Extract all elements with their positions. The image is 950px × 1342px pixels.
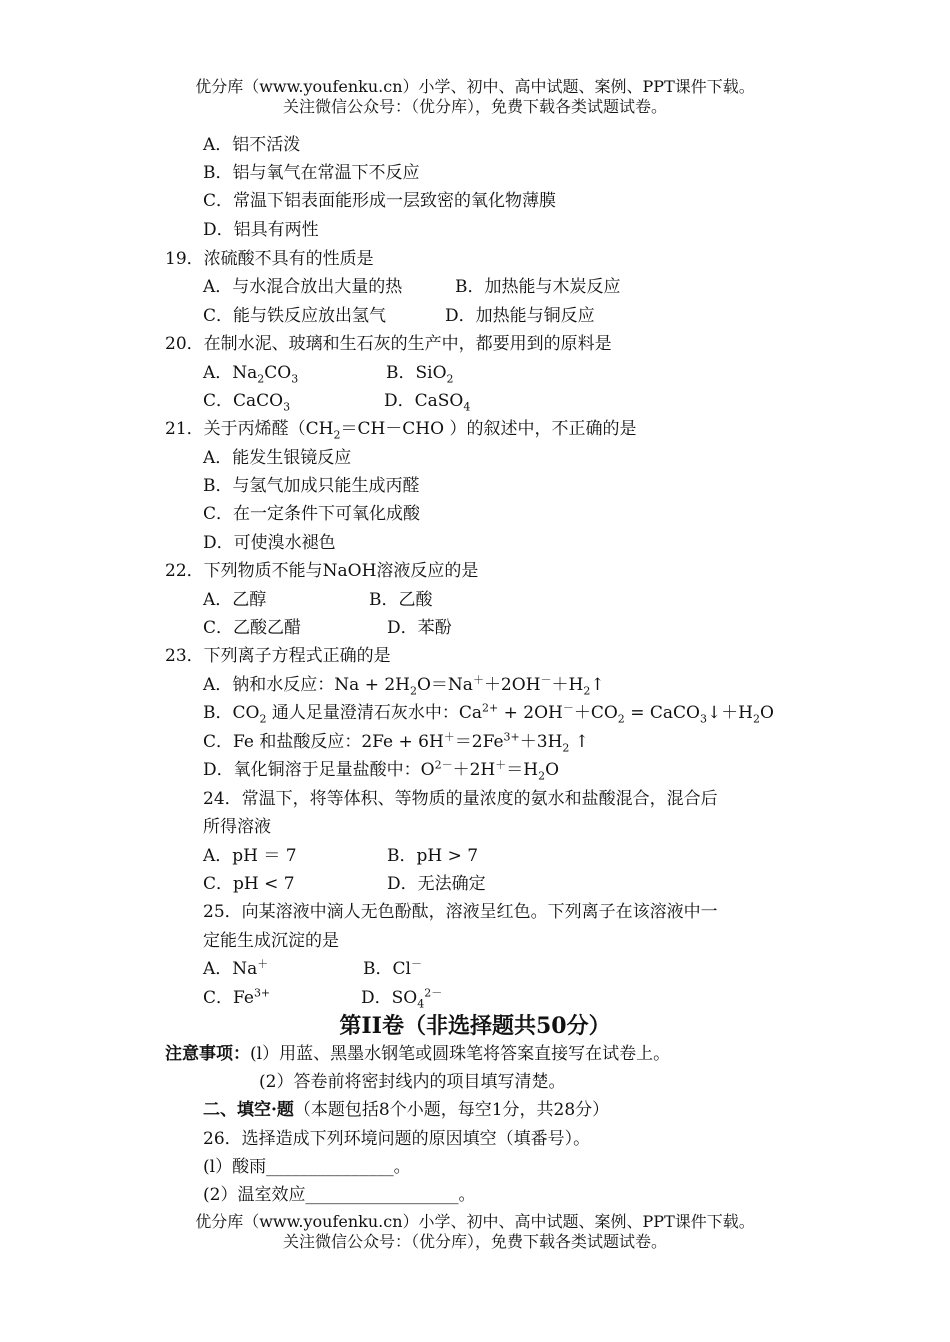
q25-stem-line-2: 定能生成沉淀的是 <box>203 931 339 951</box>
notice-line-2: (2）答卷前将密封线内的项目填写清楚。 <box>259 1072 566 1092</box>
q25-option-d: D．$SO_4^{2-}$ <box>361 986 443 1011</box>
q20-stem: 20．在制水泥、玻璃和生石灰的生产中，都要用到的原料是 <box>165 334 612 354</box>
q21-stem: 21．关于丙烯醛（$CH_2=CH-CHO$ ）的叙述中，不正确的是 <box>165 419 637 442</box>
q21-option-a: A．能发生银镜反应 <box>203 448 352 468</box>
q25-option-b: B．Cl－ <box>363 957 422 979</box>
q18-option-b: B．铝与氧气在常温下不反应 <box>203 163 420 183</box>
q25-option-a: A．Na＋ <box>203 957 269 979</box>
q21-option-d: D．可使溴水褪色 <box>203 533 336 553</box>
notice-line-1: 注意事项：(l）用蓝、黑墨水钢笔或圆珠笔将答案直接写在试卷上。 <box>165 1044 671 1064</box>
q18-option-a: A．铝不活泼 <box>203 135 301 155</box>
q23-option-b: B．$CO_2$ 通人足量澄清石灰水中：$Ca^{2+} + 2OH^-+CO_2$ = $CaCO_3↓+H_2O$ <box>203 701 774 726</box>
q23-option-a: A．钠和水反应：$Na + 2H_2O=Na^++2OH^-+H_2↑$ <box>203 673 605 698</box>
q20-option-d: D．CaSO$_4$ <box>384 391 471 414</box>
footer-line-2: 关注微信公众号：（优分库），免费下载各类试题试卷。 <box>282 1232 667 1251</box>
part2-title: 第II卷（非选择题共50分） <box>339 1013 611 1039</box>
q20-option-a: A．$Na_2CO_3$ <box>203 363 299 386</box>
q22-option-a: A．乙醇 <box>203 590 267 610</box>
q21-option-b: B．与氢气加成只能生成丙醛 <box>203 476 420 496</box>
q19-option-a: A．与水混合放出大量的热 <box>203 277 403 297</box>
q26-item-1: (l）酸雨_______________。 <box>203 1157 411 1177</box>
q22-option-b: B．乙酸 <box>369 590 433 610</box>
q24-option-b: B．pH > 7 <box>387 846 479 866</box>
q25-option-c: C．$Fe^{3+}$ <box>203 986 271 1008</box>
q24-stem-line-2: 所得溶液 <box>203 817 271 837</box>
header-line-2: 关注微信公众号：（优分库），免费下载各类试题试卷。 <box>282 97 667 116</box>
q19-option-b: B．加热能与木炭反应 <box>455 277 621 297</box>
q23-option-d: D．氧化铜溶于足量盐酸中：$O^{2-}+2H^+=H_2O$ <box>203 758 559 783</box>
q23-option-c: C．Fe 和盐酸反应：$2Fe + 6H^+=2Fe^{3+}+3H_2$ ↑ <box>203 730 590 755</box>
header-line-1: 优分库（www.youfenku.cn）小学、初中、高中试题、案例、PPT课件下载。 <box>195 77 755 96</box>
q21-option-c: C．在一定条件下可氧化成酸 <box>203 504 421 524</box>
q20-option-b: B．SiO$_2$ <box>386 363 454 386</box>
q20-option-c: C．CaCO$_3$ <box>203 391 291 414</box>
footer-line-1: 优分库（www.youfenku.cn）小学、初中、高中试题、案例、PPT课件下载。 <box>195 1212 755 1231</box>
q25-stem-line-1: 25．向某溶液中滴人无色酚酞，溶液呈红色。下列离子在该溶液中一 <box>203 902 718 922</box>
q19-option-d: D．加热能与铜反应 <box>445 306 595 326</box>
q26-item-2: (2）温室效应__________________。 <box>203 1185 476 1205</box>
q24-option-a: A．pH ＝ 7 <box>203 846 297 866</box>
q22-option-c: C．乙酸乙醋 <box>203 618 302 638</box>
q24-option-c: C．pH < 7 <box>203 874 295 894</box>
section-heading: 二、填空·题（本题包括8个小题，每空1分，共28分） <box>203 1100 610 1120</box>
q19-stem: 19．浓硫酸不具有的性质是 <box>165 249 374 269</box>
q18-option-d: D．铝具有两性 <box>203 220 319 240</box>
q22-stem: 22．下列物质不能与NaOH溶液反应的是 <box>165 561 479 581</box>
q24-option-d: D．无法确定 <box>387 874 486 894</box>
q23-stem: 23．下列离子方程式正确的是 <box>165 646 391 666</box>
q26-stem: 26．选择造成下列环境问题的原因填空（填番号）。 <box>203 1129 591 1149</box>
q24-stem-line-1: 24．常温下，将等体积、等物质的量浓度的氨水和盐酸混合，混合后 <box>203 789 718 809</box>
q22-option-d: D．苯酚 <box>387 618 452 638</box>
q18-option-c: C．常温下铝表面能形成一层致密的氧化物薄膜 <box>203 191 557 211</box>
q19-option-c: C．能与铁反应放出氢气 <box>203 306 387 326</box>
